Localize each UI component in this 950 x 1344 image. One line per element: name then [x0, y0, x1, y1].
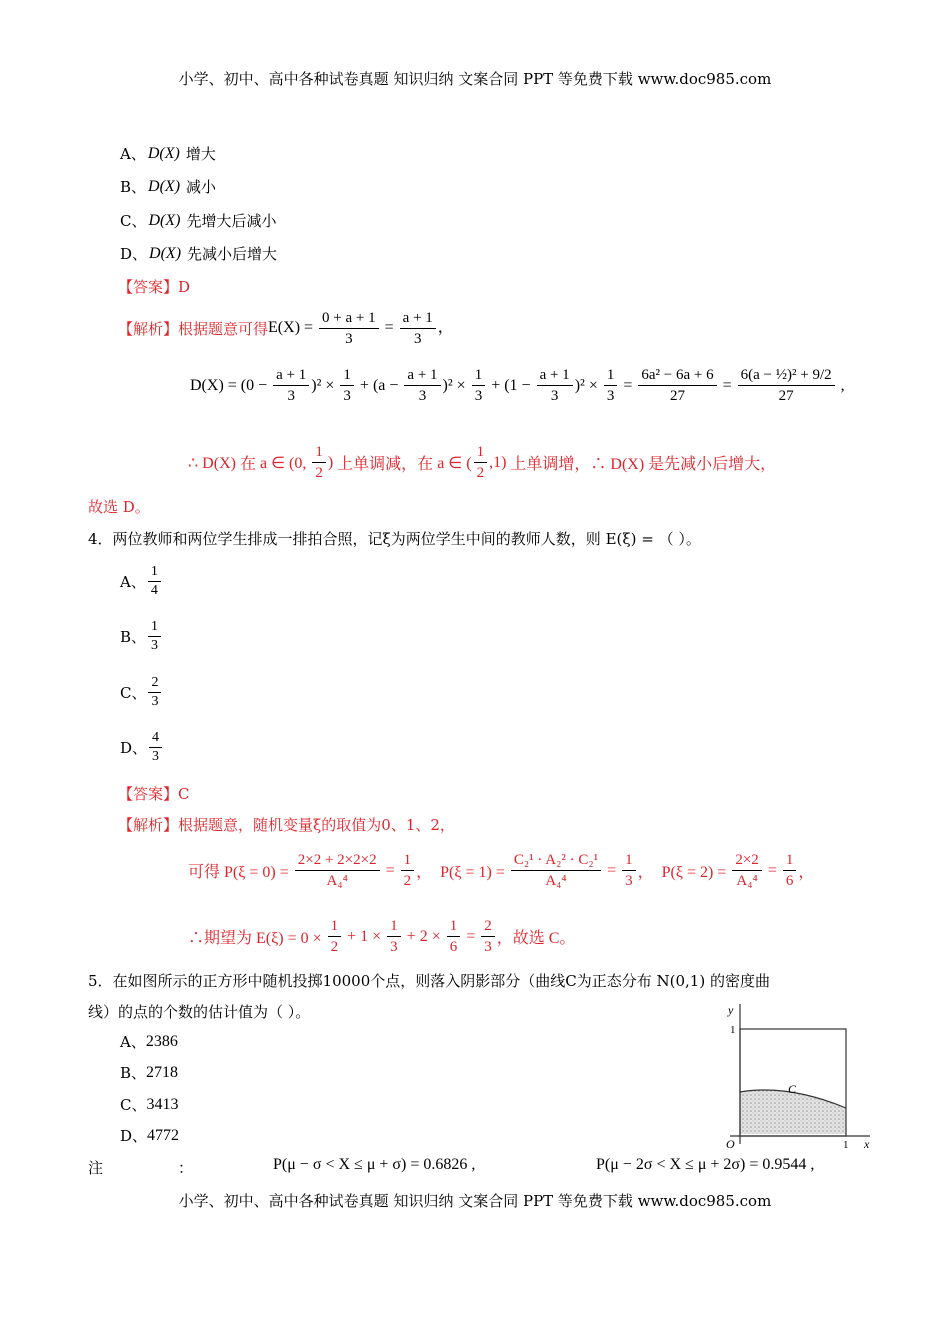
denominator: 2 [403, 873, 412, 889]
numerator: C₂¹ · A₂² · C₂¹ [511, 850, 601, 871]
normal-distribution-figure [718, 998, 878, 1156]
numerator: 1 [387, 916, 401, 937]
formula-text: 在 [239, 456, 260, 473]
formula-text: = [462, 927, 480, 945]
denominator: 2 [330, 939, 339, 955]
q5-note-label: 注 [88, 1159, 104, 1177]
option-label: B、 [120, 628, 147, 646]
formula-text: + 2 × [402, 927, 445, 945]
denominator: 3 [343, 388, 351, 404]
option-label: D、 [120, 1127, 148, 1145]
numerator: 2 [148, 674, 161, 693]
x-tick-1: 1 [843, 1139, 849, 1151]
answer-value: D [178, 277, 191, 296]
shaded-region [740, 1090, 846, 1134]
denominator: 3 [390, 939, 398, 955]
q4-analysis [118, 814, 455, 835]
formula-text: = [603, 861, 621, 879]
formula-monotonic [188, 442, 776, 483]
option-value: 2718 [146, 1063, 179, 1081]
analysis-text: 根据题意可得 [178, 320, 269, 338]
fraction [319, 308, 379, 349]
q3-option-d [120, 243, 277, 264]
q5-stem-line1: 5．在如图所示的正方形中随机投掷10000个点，则落入阴影部分（曲线C为正态分布 N(0,1) 的密度曲 [88, 972, 770, 990]
numerator: 1 [622, 850, 636, 871]
denominator: 3 [625, 873, 633, 889]
option-expr: D(X) [149, 244, 182, 262]
curve-label: C [788, 1082, 797, 1096]
numerator: 6(a − ½)² + 9/2 [738, 365, 835, 386]
fraction [481, 916, 495, 957]
fraction [401, 850, 415, 891]
q5-note-1sigma: P(μ − σ < X ≤ μ + σ) = 0.6826 , [273, 1156, 476, 1173]
option-label: B、 [120, 1064, 147, 1082]
q3-option-c [120, 210, 276, 231]
fraction [387, 916, 401, 957]
denominator: A₄⁴ [545, 873, 567, 889]
formula-text: 上单调减，在 [337, 456, 438, 473]
denominator: 4 [150, 583, 158, 598]
formula-text: ∴期望为 E(ξ) = 0 × [188, 930, 326, 947]
fraction [537, 365, 573, 406]
q5-stem-line2: 线）的点的个数的估计值为（ ）。 [88, 1003, 311, 1021]
formula-text: )² × [311, 376, 339, 394]
denominator: 3 [151, 694, 159, 709]
numerator: 6a² − 6a + 6 [638, 365, 716, 386]
formula-text: 是先减小后增大， [648, 456, 777, 473]
q4-option-b [120, 618, 163, 655]
option-label: D、 [120, 739, 148, 757]
fraction [404, 365, 440, 406]
numerator: a + 1 [537, 365, 573, 386]
option-text: 减小 [186, 178, 217, 196]
denominator: 2 [315, 465, 323, 481]
numerator: 0 + a + 1 [319, 308, 379, 329]
fraction [474, 442, 488, 483]
numerator: 1 [783, 850, 797, 871]
denominator: 2 [476, 465, 485, 481]
answer-value: C [178, 784, 190, 803]
answer-label: 【答案】 [118, 785, 179, 803]
q5-note-colon: ： [178, 1159, 194, 1177]
page-header: 小学、初中、高中各种试卷真题 知识归纳 文案合同 PPT 等免费下载 www.doc985.com [178, 70, 772, 88]
formula-text: ∴ D(X) [188, 454, 240, 472]
option-label: D、 [120, 245, 148, 263]
denominator: 3 [287, 388, 295, 404]
option-text: 先减小后增大 [187, 245, 278, 263]
option-expr: D(X) [148, 211, 181, 229]
denominator: 3 [152, 749, 160, 764]
numerator: 1 [340, 365, 354, 386]
q3-conclusion: 故选 D。 [88, 498, 150, 516]
numerator: 1 [148, 563, 161, 582]
option-text: 增大 [185, 145, 216, 163]
formula-text: ,1) [489, 453, 511, 471]
option-label: C、 [120, 212, 147, 230]
numerator: 1 [312, 442, 326, 463]
option-fraction [148, 618, 161, 655]
q3-answer [118, 276, 190, 297]
formula-text: )² × [442, 376, 470, 394]
denominator: 6 [785, 873, 794, 889]
option-label: B、 [120, 178, 147, 196]
denominator: 3 [484, 939, 492, 955]
formula-text: ， P(ξ = 1) = [416, 864, 509, 881]
fraction [511, 850, 601, 891]
q4-stem: 4．两位教师和两位学生排成一排拍合照，记ξ为两位学生中间的教师人数，则 E(ξ) = （ ）。 [88, 530, 701, 548]
q3-option-a [120, 143, 216, 164]
formula-expectation [188, 916, 575, 957]
fraction [783, 850, 797, 891]
q4-answer [118, 783, 190, 804]
option-label: A、 [120, 573, 146, 591]
formula-text: 可得 P(ξ = 0) = [188, 864, 293, 881]
denominator: 3 [413, 331, 422, 347]
fraction [312, 442, 326, 483]
numerator: a + 1 [400, 308, 436, 329]
option-fraction [148, 674, 161, 711]
denominator: 3 [606, 388, 615, 404]
numerator: a + 1 [273, 365, 309, 386]
option-expr: D(X) [148, 177, 181, 195]
denominator: A₄⁴ [736, 873, 758, 889]
formula-text: ， [798, 864, 815, 881]
option-label: A、 [120, 145, 146, 163]
numerator: 1 [474, 442, 488, 463]
fraction [638, 365, 716, 406]
fraction [447, 916, 461, 957]
q4-option-a [120, 563, 163, 600]
q3-analysis [118, 308, 454, 349]
x-axis-label: x [864, 1137, 870, 1151]
formula-text: = [718, 376, 736, 394]
fraction [472, 365, 486, 406]
q5-option-d [120, 1125, 179, 1146]
q3-option-b [120, 176, 216, 197]
origin-label: O [726, 1137, 735, 1151]
numerator: a + 1 [404, 365, 440, 386]
numerator: 2×2 + 2×2×2 [295, 850, 380, 871]
formula-probabilities [188, 850, 814, 891]
fraction [738, 365, 835, 406]
formula-text: ， [437, 319, 454, 337]
numerator: 2 [481, 916, 495, 937]
formula-text: = [619, 376, 637, 394]
denominator: 27 [669, 388, 685, 404]
fraction [622, 850, 636, 891]
formula-text: ，故选 C。 [496, 930, 576, 947]
denominator: 27 [778, 388, 794, 404]
denominator: 6 [449, 939, 458, 955]
option-value: 4772 [147, 1126, 180, 1144]
q5-option-a [120, 1031, 178, 1052]
numerator: 4 [149, 729, 162, 748]
denominator: 3 [550, 388, 559, 404]
option-label: C、 [120, 684, 147, 702]
answer-label: 【答案】 [118, 278, 179, 296]
q4-option-c [120, 674, 163, 711]
option-text: 先增大后减小 [186, 212, 277, 230]
formula-text: 上单调增，∴ D(X) [510, 456, 649, 473]
option-expr: D(X) [147, 144, 180, 162]
fraction [732, 850, 761, 891]
formula-text: + 1 × [343, 927, 386, 945]
formula-text: ， P(ξ = 2) = [637, 864, 731, 881]
formula-text: , [836, 376, 845, 394]
fraction [328, 916, 342, 957]
page-footer: 小学、初中、高中各种试卷真题 知识归纳 文案合同 PPT 等免费下载 www.doc985.com [178, 1192, 772, 1210]
option-fraction [149, 729, 162, 766]
formula-text: = [381, 861, 399, 879]
fraction [340, 365, 354, 406]
formula-text: = [763, 861, 781, 879]
q4-option-d [120, 729, 164, 766]
numerator: 1 [472, 365, 486, 386]
denominator: 3 [418, 388, 427, 404]
analysis-text: 根据题意，随机变量ξ的取值为0、1、2， [178, 816, 455, 834]
formula-text: D(X) = (0 − [190, 376, 272, 394]
numerator: 1 [604, 365, 618, 386]
option-label: C、 [120, 1096, 147, 1114]
y-axis-label: y [728, 1003, 734, 1017]
formula-text: )² × [574, 376, 602, 394]
numerator: 2×2 [732, 850, 761, 871]
y-tick-1: 1 [730, 1024, 736, 1036]
option-label: A、 [120, 1033, 146, 1051]
fraction [295, 850, 380, 891]
option-fraction [148, 563, 161, 600]
analysis-label: 【解析】 [118, 816, 179, 834]
formula-text: + (1 − [487, 376, 535, 394]
numerator: 1 [401, 850, 415, 871]
formula-text: = [380, 319, 398, 337]
q5-note-2sigma: P(μ − 2σ < X ≤ μ + 2σ) = 0.9544 , [596, 1156, 815, 1173]
formula-text: a ∈ (0, [259, 454, 311, 472]
analysis-label: 【解析】 [118, 320, 179, 338]
fraction [273, 365, 309, 406]
q5-option-b [120, 1062, 178, 1083]
denominator: 3 [151, 638, 159, 653]
formula-variance [190, 365, 845, 406]
option-value: 3413 [146, 1095, 179, 1113]
formula-text: a ∈ ( [437, 454, 472, 472]
formula-text: ) [327, 453, 338, 471]
numerator: 1 [447, 916, 461, 937]
formula-text: E(X) = [268, 319, 318, 337]
formula-text: + (a − [355, 376, 403, 394]
denominator: 3 [474, 388, 483, 404]
numerator: 1 [328, 916, 342, 937]
numerator: 1 [148, 618, 161, 637]
denominator: A₄⁴ [326, 873, 348, 889]
denominator: 3 [345, 331, 353, 347]
option-value: 2386 [145, 1032, 178, 1050]
q5-option-c [120, 1094, 178, 1115]
fraction [604, 365, 618, 406]
fraction [400, 308, 436, 349]
formula-expectation [268, 308, 454, 349]
